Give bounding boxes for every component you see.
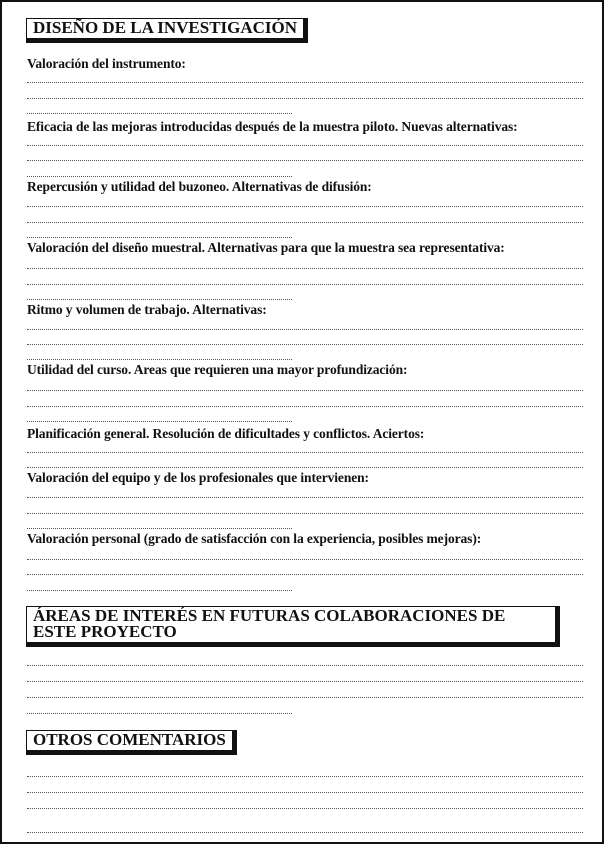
answer-line[interactable]	[27, 406, 583, 407]
answer-line[interactable]	[27, 268, 583, 269]
answer-line[interactable]	[27, 145, 583, 146]
section-title: OTROS COMENTARIOS	[33, 730, 226, 749]
answer-line[interactable]	[27, 513, 583, 514]
answer-line[interactable]	[27, 390, 583, 391]
answer-line[interactable]	[27, 82, 583, 83]
answer-line[interactable]	[27, 559, 583, 560]
question-7-label: Planificación general. Resolución de dificultades y conflictos. Aciertos:	[27, 426, 425, 441]
question-8-label: Valoración del equipo y de los profesionales que intervienen:	[27, 470, 369, 485]
answer-line[interactable]	[27, 665, 583, 666]
answer-line[interactable]	[27, 792, 583, 793]
answer-line[interactable]	[27, 344, 583, 345]
question-3-label: Repercusión y utilidad del buzoneo. Alternativas de difusión:	[27, 179, 372, 194]
answer-line[interactable]	[27, 284, 583, 285]
section-title-line-1: ÁREAS DE INTERÉS EN FUTURAS COLABORACIONES DE	[33, 606, 506, 625]
answer-line[interactable]	[27, 467, 583, 468]
answer-line[interactable]	[27, 832, 583, 833]
answer-line[interactable]	[27, 528, 292, 529]
question-4-label: Valoración del diseño muestral. Alternativas para que la muestra sea representativa:	[27, 240, 505, 255]
answer-line[interactable]	[27, 222, 583, 223]
answer-line[interactable]	[27, 206, 583, 207]
section-heading-areas-interes	[26, 606, 560, 647]
section-heading-diseno	[26, 18, 308, 43]
answer-line[interactable]	[27, 590, 292, 591]
question-1-label: Valoración del instrumento:	[27, 56, 186, 71]
answer-line[interactable]	[27, 237, 292, 238]
question-9-label: Valoración personal (grado de satisfacción con la experiencia, posibles mejoras):	[27, 531, 482, 546]
answer-line[interactable]	[27, 497, 583, 498]
section-title-line-2: ESTE PROYECTO	[33, 622, 177, 641]
answer-line[interactable]	[27, 176, 292, 177]
answer-line[interactable]	[27, 681, 583, 682]
answer-line[interactable]	[27, 98, 583, 99]
answer-line[interactable]	[27, 776, 583, 777]
question-5-label: Ritmo y volumen de trabajo. Alternativas:	[27, 302, 267, 317]
section-title: DISEÑO DE LA INVESTIGACIÓN	[33, 18, 298, 37]
answer-line[interactable]	[27, 421, 292, 422]
answer-line[interactable]	[27, 113, 292, 114]
answer-line[interactable]	[27, 299, 292, 300]
answer-line[interactable]	[27, 359, 292, 360]
answer-line[interactable]	[27, 329, 583, 330]
answer-line[interactable]	[27, 574, 583, 575]
answer-line[interactable]	[27, 452, 583, 453]
answer-line[interactable]	[27, 160, 583, 161]
question-6-label: Utilidad del curso. Areas que requieren una mayor profundización:	[27, 362, 408, 377]
question-2-label: Eficacia de las mejoras introducidas después de la muestra piloto. Nuevas alternativas:	[27, 119, 518, 134]
answer-line[interactable]	[27, 808, 583, 809]
section-heading-otros-comentarios	[26, 730, 237, 755]
answer-line[interactable]	[27, 713, 292, 714]
answer-line[interactable]	[27, 697, 583, 698]
